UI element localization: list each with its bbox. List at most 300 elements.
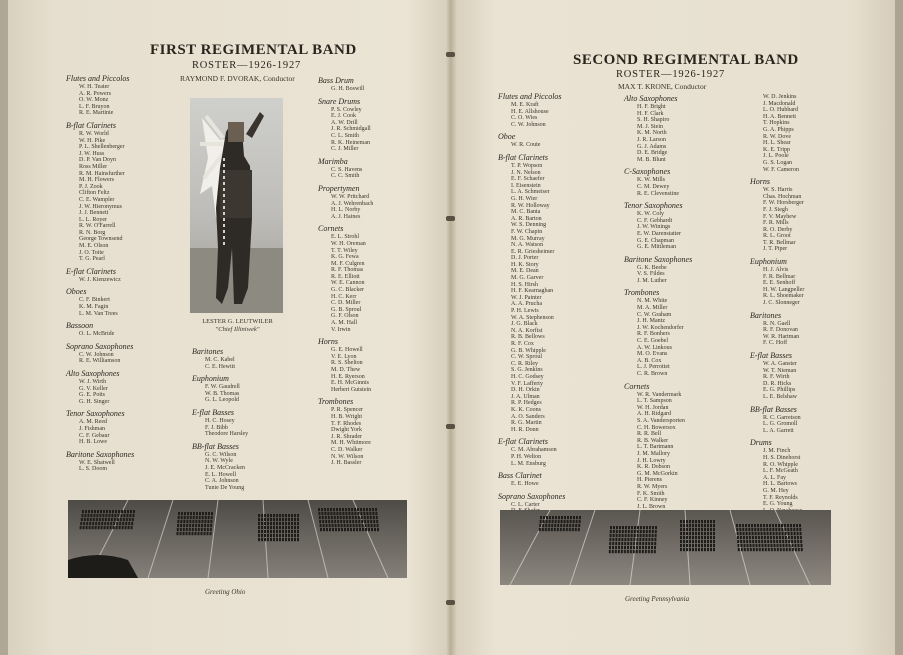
band-member-figure xyxy=(771,544,773,547)
member-name: J. O. Toite xyxy=(79,249,104,256)
band-member-figure xyxy=(123,514,125,517)
band-member-figure xyxy=(261,514,263,517)
band-member-figure xyxy=(330,508,332,511)
member-name: R. R. Bell xyxy=(637,431,662,438)
band-member-figure xyxy=(689,532,691,535)
band-member-figure xyxy=(695,536,697,539)
band-member-figure xyxy=(320,528,322,531)
member-name: J. R. Larson xyxy=(637,136,666,143)
band-member-figure xyxy=(129,514,131,517)
band-member-figure xyxy=(106,510,108,513)
band-member-figure xyxy=(335,528,337,531)
member-name: W. H. Pike xyxy=(79,137,106,144)
band-member-figure xyxy=(793,524,795,527)
band-member-figure xyxy=(654,542,656,545)
band-member-figure xyxy=(742,524,744,527)
member-list xyxy=(750,448,804,514)
band-member-figure xyxy=(785,536,787,539)
member-name: M. E. Kraft xyxy=(511,102,539,108)
band-member-figure xyxy=(549,516,551,519)
band-member-figure xyxy=(321,508,323,511)
member-name: J. C. Slonneger xyxy=(763,300,800,307)
band-member-figure xyxy=(349,520,351,523)
member-name: L. S. Doom xyxy=(79,466,108,473)
band-member-figure xyxy=(710,548,712,551)
band-member-figure xyxy=(130,510,132,513)
band-member-figure xyxy=(319,520,321,523)
member-name: Clifton Feltz xyxy=(79,190,110,197)
band-member-figure xyxy=(698,532,700,535)
band-member-figure xyxy=(764,540,766,543)
member-name: C. H. Bowersox xyxy=(637,424,676,431)
band-member-figure xyxy=(680,520,682,523)
member-name: F. W. Gaudrell xyxy=(205,384,240,391)
band-member-figure xyxy=(347,528,349,531)
band-member-figure xyxy=(204,528,206,531)
section-heading: Trombones xyxy=(624,288,660,298)
band-member-figure xyxy=(83,526,85,529)
member-name: H. W. Langpeller xyxy=(763,286,805,293)
band-member-figure xyxy=(621,538,623,541)
band-member-figure xyxy=(354,508,356,511)
band-member-figure xyxy=(338,528,340,531)
band-member-figure xyxy=(129,518,131,521)
band-member-figure xyxy=(189,524,191,527)
band-member-figure xyxy=(107,522,109,525)
band-member-figure xyxy=(258,534,260,537)
band-member-figure xyxy=(646,526,648,529)
band-member-figure xyxy=(564,520,566,523)
band-member-figure xyxy=(361,516,363,519)
band-member-figure xyxy=(781,528,783,531)
band-member-figure xyxy=(701,520,703,523)
band-member-figure xyxy=(201,528,203,531)
band-member-figure xyxy=(763,528,765,531)
band-member-figure xyxy=(698,540,700,543)
band-member-figure xyxy=(279,538,281,541)
band-member-figure xyxy=(692,524,694,527)
member-name: H. B. Lowe xyxy=(79,439,107,446)
member-name: J. W. Huss xyxy=(79,150,105,157)
member-name: G. E. Potts xyxy=(79,392,106,399)
band-member-figure xyxy=(340,516,342,519)
band-member-figure xyxy=(198,528,200,531)
band-member-figure xyxy=(567,516,569,519)
band-member-figure xyxy=(630,538,632,541)
band-member-figure xyxy=(205,516,207,519)
band-member-figure xyxy=(624,542,626,545)
band-member-figure xyxy=(264,526,266,529)
member-name: G. J. Adams xyxy=(637,143,667,150)
member-name: E. E. Senhoff xyxy=(763,280,796,287)
band-member-figure xyxy=(276,526,278,529)
band-member-figure xyxy=(324,508,326,511)
staple xyxy=(446,216,455,221)
band-member-figure xyxy=(695,524,697,527)
band-member-figure xyxy=(294,522,296,525)
band-member-figure xyxy=(353,524,355,527)
band-member-figure xyxy=(707,528,709,531)
band-member-figure xyxy=(261,526,263,529)
band-member-figure xyxy=(646,534,648,537)
band-member-figure xyxy=(297,522,299,525)
band-member-figure xyxy=(367,516,369,519)
band-member-figure xyxy=(355,516,357,519)
member-name: L. M. Ensburg xyxy=(511,460,546,467)
band-member-figure xyxy=(637,526,639,529)
band-member-figure xyxy=(279,514,281,517)
band-member-figure xyxy=(329,528,331,531)
member-name: S. G. Jenkins xyxy=(511,367,543,374)
member-name: C. F. Gebaur xyxy=(79,432,110,439)
band-member-figure xyxy=(622,530,624,533)
member-name: C. W. Graham xyxy=(637,311,672,318)
band-member-figure xyxy=(792,544,794,547)
band-member-figure xyxy=(710,540,712,543)
band-member-figure xyxy=(114,514,116,517)
band-member-figure xyxy=(773,540,775,543)
member-name: J. M. Luther xyxy=(637,277,667,284)
band-member-figure xyxy=(285,534,287,537)
band-member-figure xyxy=(345,512,347,515)
band-member-figure xyxy=(784,528,786,531)
band-member-figure xyxy=(615,538,617,541)
member-list xyxy=(750,415,804,435)
band-member-figure xyxy=(539,524,541,527)
member-list xyxy=(498,102,565,128)
band-member-figure xyxy=(86,522,88,525)
band-member-figure xyxy=(273,534,275,537)
band-member-figure xyxy=(112,510,114,513)
band-member-figure xyxy=(704,544,706,547)
band-member-figure xyxy=(204,520,206,523)
band-member-figure xyxy=(739,528,741,531)
band-member-figure xyxy=(342,508,344,511)
band-member-figure xyxy=(258,526,260,529)
member-name: W. S. Harris xyxy=(763,187,793,194)
band-member-figure xyxy=(198,524,200,527)
section-heading: Horns xyxy=(750,177,771,187)
band-member-figure xyxy=(683,548,685,551)
band-member-figure xyxy=(704,536,706,539)
band-member-figure xyxy=(707,532,709,535)
band-member-figure xyxy=(692,536,694,539)
band-member-figure xyxy=(193,516,195,519)
member-name: K. W. Mills xyxy=(637,177,666,184)
band-member-figure xyxy=(787,528,789,531)
band-member-figure xyxy=(610,534,612,537)
member-name: O. L. McBride xyxy=(79,331,115,338)
band-member-figure xyxy=(369,512,371,515)
member-name: L. J. Perrottet xyxy=(637,364,670,371)
band-member-figure xyxy=(689,540,691,543)
band-member-figure xyxy=(279,522,281,525)
band-member-figure xyxy=(788,532,790,535)
band-member-figure xyxy=(613,534,615,537)
band-member-figure xyxy=(704,524,706,527)
roster-column xyxy=(750,94,804,552)
band-member-figure xyxy=(575,524,577,527)
member-name: P. H. Lewis xyxy=(511,308,539,315)
band-member-figure xyxy=(762,548,764,551)
member-name: W. T. Nieman xyxy=(763,367,797,374)
band-member-figure xyxy=(372,508,374,511)
band-member-figure xyxy=(773,536,775,539)
band-member-figure xyxy=(754,528,756,531)
section-heading: Oboe xyxy=(498,132,516,142)
member-name: W. J. Painter xyxy=(511,294,542,301)
band-member-figure xyxy=(655,534,657,537)
roster-section xyxy=(318,337,373,393)
band-member-figure xyxy=(636,546,638,549)
band-member-figure xyxy=(772,524,774,527)
member-name: L. E. Belshaw xyxy=(763,393,797,400)
member-name: M. E. Dean xyxy=(511,268,539,275)
band-member-figure xyxy=(782,532,784,535)
band-member-figure xyxy=(190,512,192,515)
band-member-figure xyxy=(645,542,647,545)
section-heading: Marimba xyxy=(318,156,348,166)
band-member-figure xyxy=(771,548,773,551)
band-member-figure xyxy=(297,534,299,537)
member-list xyxy=(66,277,134,284)
band-member-figure xyxy=(366,512,368,515)
band-member-figure xyxy=(761,540,763,543)
member-name: W. J. Kienzewicz xyxy=(79,276,121,283)
member-name: G. B. Sproul xyxy=(331,306,362,313)
member-name: M. F. Culgren xyxy=(331,260,365,267)
band-member-figure xyxy=(710,528,712,531)
band-member-figure xyxy=(799,528,801,531)
band-member-figure xyxy=(692,520,694,523)
band-member-figure xyxy=(737,532,739,535)
band-member-figure xyxy=(350,524,352,527)
band-member-figure xyxy=(798,548,800,551)
member-name: C. F. Binkert xyxy=(79,297,110,304)
band-member-figure xyxy=(622,526,624,529)
band-member-figure xyxy=(102,514,104,517)
member-name: C. E. Goebel xyxy=(637,338,668,345)
band-member-figure xyxy=(655,530,657,533)
member-name: L. T. Sampson xyxy=(637,398,672,405)
band-member-figure xyxy=(751,528,753,531)
member-name: J. Macdonald xyxy=(763,100,796,107)
band-member-figure xyxy=(764,532,766,535)
section-heading: Flutes and Piccolos xyxy=(498,92,562,101)
member-name: W. R. Hartman xyxy=(763,333,800,340)
band-member-figure xyxy=(651,542,653,545)
band-member-figure xyxy=(645,550,647,553)
band-member-figure xyxy=(377,524,379,527)
band-member-figure xyxy=(195,532,197,535)
band-member-figure xyxy=(695,532,697,535)
member-name: R. O. Derby xyxy=(763,226,793,233)
member-name: J. E. McCracken xyxy=(205,464,245,471)
band-member-figure xyxy=(93,514,95,517)
band-member-figure xyxy=(192,532,194,535)
band-member-figure xyxy=(340,520,342,523)
band-member-figure xyxy=(775,524,777,527)
band-member-figure xyxy=(282,526,284,529)
band-member-figure xyxy=(94,510,96,513)
band-member-figure xyxy=(624,550,626,553)
band-member-figure xyxy=(288,518,290,521)
member-name: K. E. Tripp xyxy=(763,146,791,153)
band-member-figure xyxy=(85,510,87,513)
member-name: G. E. Howell xyxy=(331,347,363,354)
member-name: R. F. Cox xyxy=(511,341,534,347)
section-heading: E-flat Basses xyxy=(192,407,234,417)
band-member-figure xyxy=(371,528,373,531)
member-name: P. S. Cowley xyxy=(331,106,362,113)
member-list xyxy=(66,297,134,317)
page-title: SECOND REGIMENTAL BAND xyxy=(573,52,799,68)
band-member-figure xyxy=(654,538,656,541)
roster-section xyxy=(318,184,373,220)
band-member-figure xyxy=(355,520,357,523)
roster-section xyxy=(66,342,134,365)
member-name: J. W. Winings xyxy=(637,224,671,231)
band-member-figure xyxy=(264,538,266,541)
band-member-figure xyxy=(645,538,647,541)
member-name: E. G. Young xyxy=(763,501,793,508)
band-member-figure xyxy=(616,534,618,537)
band-member-figure xyxy=(196,512,198,515)
band-member-figure xyxy=(180,524,182,527)
band-member-figure xyxy=(371,524,373,527)
band-member-figure xyxy=(291,530,293,533)
band-member-figure xyxy=(646,530,648,533)
band-member-figure xyxy=(124,510,126,513)
member-name: J. W. Hieronymus xyxy=(79,203,123,210)
band-member-figure xyxy=(258,514,260,517)
band-member-figure xyxy=(710,532,712,535)
band-member-figure xyxy=(546,516,548,519)
band-member-figure xyxy=(177,528,179,531)
band-member-figure xyxy=(780,544,782,547)
band-member-figure xyxy=(258,518,260,521)
band-member-figure xyxy=(609,546,611,549)
band-member-figure xyxy=(183,520,185,523)
band-member-figure xyxy=(736,524,738,527)
band-member-figure xyxy=(361,520,363,523)
band-member-figure xyxy=(337,520,339,523)
roster-section xyxy=(498,92,565,128)
band-member-figure xyxy=(779,532,781,535)
band-member-figure xyxy=(329,524,331,527)
member-name: C. D. Walker xyxy=(331,446,363,453)
band-member-figure xyxy=(365,528,367,531)
member-name: H. Pierens xyxy=(637,477,662,484)
member-name: W. D. Jenkins xyxy=(763,94,797,100)
band-member-figure xyxy=(689,524,691,527)
band-member-figure xyxy=(613,530,615,533)
band-member-figure xyxy=(373,516,375,519)
member-name: K. M. North xyxy=(637,130,667,137)
band-member-figure xyxy=(285,514,287,517)
band-member-figure xyxy=(695,544,697,547)
band-member-figure xyxy=(683,520,685,523)
member-name: L. A. Garrett xyxy=(763,427,794,434)
member-name: A. M. Hall xyxy=(331,320,357,327)
member-name: W. E. Cannon xyxy=(331,280,365,287)
band-member-figure xyxy=(695,520,697,523)
staple xyxy=(446,52,455,57)
band-member-figure xyxy=(291,538,293,541)
band-member-figure xyxy=(126,518,128,521)
band-member-figure xyxy=(745,524,747,527)
band-member-figure xyxy=(751,524,753,527)
band-member-figure xyxy=(352,520,354,523)
band-member-figure xyxy=(201,532,203,535)
band-member-figure xyxy=(740,540,742,543)
band-member-figure xyxy=(782,536,784,539)
band-member-figure xyxy=(86,526,88,529)
band-member-figure xyxy=(84,518,86,521)
band-member-figure xyxy=(132,518,134,521)
band-member-figure xyxy=(210,520,212,523)
band-member-figure xyxy=(189,528,191,531)
band-member-figure xyxy=(339,508,341,511)
member-name: R. W. World xyxy=(79,130,109,137)
band-member-figure xyxy=(327,508,329,511)
member-name: C. E. Wampler xyxy=(79,196,115,203)
band-member-figure xyxy=(128,526,130,529)
band-member-figure xyxy=(613,526,615,529)
band-member-figure xyxy=(282,538,284,541)
band-member-figure xyxy=(291,534,293,537)
band-member-figure xyxy=(794,536,796,539)
band-member-figure xyxy=(356,524,358,527)
band-member-figure xyxy=(104,522,106,525)
band-member-figure xyxy=(549,520,551,523)
band-member-figure xyxy=(651,538,653,541)
member-name: A. H. Ridgard xyxy=(637,411,671,418)
band-member-figure xyxy=(104,526,106,529)
member-name: R. W. Holloway xyxy=(511,202,550,209)
band-member-figure xyxy=(634,526,636,529)
roster-section xyxy=(66,369,134,405)
band-member-figure xyxy=(710,520,712,523)
band-member-figure xyxy=(276,522,278,525)
band-member-figure xyxy=(752,536,754,539)
band-member-figure xyxy=(210,532,212,535)
band-member-figure xyxy=(801,544,803,547)
member-list xyxy=(750,94,804,173)
band-member-figure xyxy=(288,514,290,517)
band-member-figure xyxy=(743,540,745,543)
band-member-figure xyxy=(118,510,120,513)
member-name: M. D. Thew xyxy=(331,367,361,373)
band-member-figure xyxy=(87,514,89,517)
band-member-figure xyxy=(189,532,191,535)
member-name: G. E. Chapman xyxy=(637,237,674,244)
roster-section xyxy=(750,351,804,401)
roster-section xyxy=(66,121,134,263)
member-name: H. R. Donn xyxy=(511,426,539,433)
band-member-figure xyxy=(790,528,792,531)
member-name: G. M. McGorkin xyxy=(637,470,678,477)
member-name: C. F. Kinney xyxy=(637,497,668,504)
roster-section xyxy=(318,97,373,153)
band-member-figure xyxy=(282,534,284,537)
band-member-figure xyxy=(267,534,269,537)
member-name: M. O. Evans xyxy=(637,351,668,358)
section-heading: Horns xyxy=(318,337,339,347)
member-name: F. R. Bellmar xyxy=(763,273,796,280)
band-member-figure xyxy=(625,534,627,537)
band-member-figure xyxy=(567,520,569,523)
